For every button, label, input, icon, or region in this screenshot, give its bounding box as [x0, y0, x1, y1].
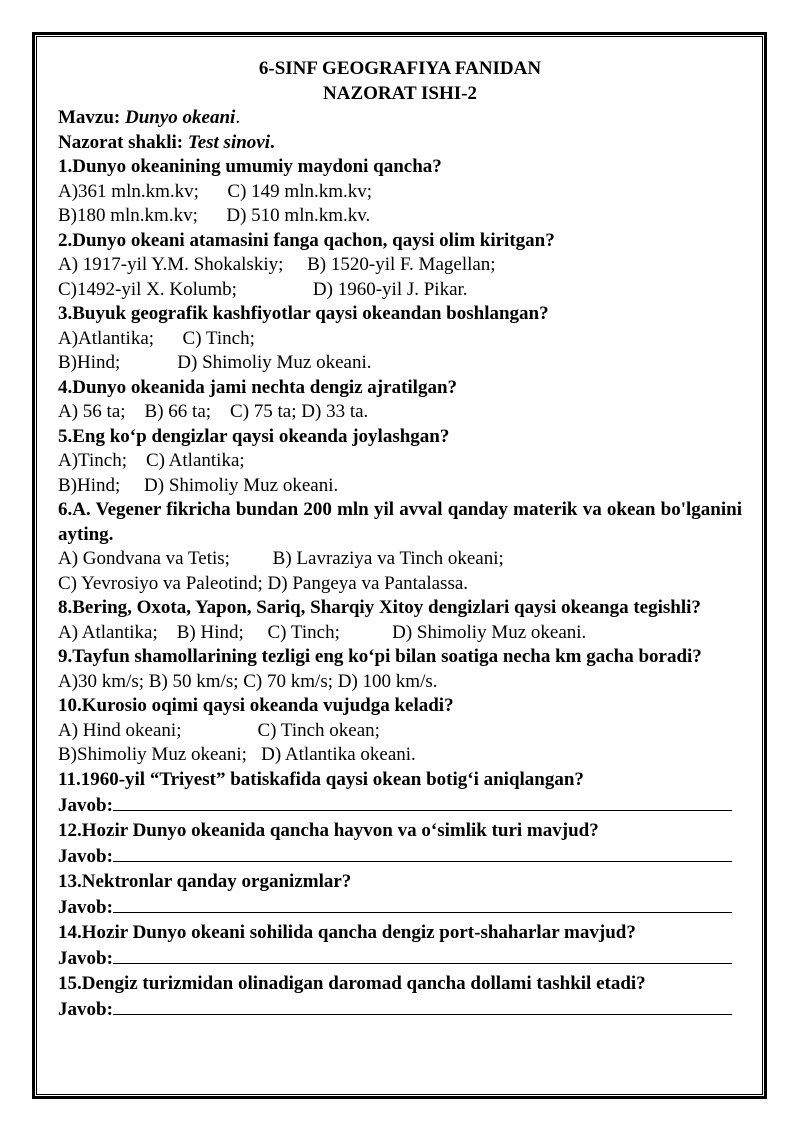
topic-label: Mavzu: [58, 107, 121, 128]
question-11: 11.1960-yil “Triyest” batiskafida qaysi okean botig‘i aniqlangan? [58, 768, 584, 790]
form-end: . [270, 131, 275, 153]
question-1: 1.Dunyo okeanining umumiy maydoni qancha? [58, 156, 442, 177]
question-15: 15.Dengiz turizmidan olinadigan daromad qancha dollami tashkil etadi? [58, 972, 646, 994]
answer-label: Javob: [58, 795, 113, 816]
question-3: 3.Buyuk geografik kashfiyotlar qaysi okeandan boshlangan? [58, 303, 549, 324]
question-10-options-row-2: B)Shimoliy Muz okeani; D) Atlantika okeani. [58, 744, 416, 765]
answer-line-11[interactable] [58, 792, 742, 819]
answer-blank[interactable] [113, 945, 732, 964]
question-8-options-row-1: A) Atlantika; B) Hind; C) Tinch; D) Shimoliy Muz okeani. [58, 621, 587, 643]
question-4-options-row-1: A) 56 ta; B) 66 ta; C) 75 ta; D) 33 ta. [58, 401, 369, 422]
answer-line-13[interactable] [58, 894, 742, 921]
answer-blank[interactable] [113, 843, 732, 862]
answer-blank[interactable] [113, 894, 732, 913]
question-9: 9.Tayfun shamollarining tezligi eng ko‘pi bilan soatiga necha km gacha boradi? [58, 646, 702, 667]
worksheet [58, 57, 742, 1023]
answer-label: Javob: [58, 948, 113, 969]
question-2-options-row-2: C)1492-yil X. Kolumb; D) 1960-yil J. Pikar. [58, 278, 468, 300]
question-6-options-row-2: C) Yevrosiyo va Paleotind; D) Pangeya va Pantalassa. [58, 572, 469, 594]
answer-blank[interactable] [113, 792, 732, 811]
question-3-options-row-2: B)Hind; D) Shimoliy Muz okeani. [58, 352, 372, 373]
form-value: Test sinovi [187, 131, 270, 153]
answer-line-12[interactable] [58, 843, 742, 870]
question-6-options-row-1: A) Gondvana va Tetis; B) Lavraziya va Tinch okeani; [58, 548, 504, 569]
answer-line-15[interactable] [58, 996, 742, 1023]
answer-blank[interactable] [113, 996, 732, 1015]
question-12: 12.Hozir Dunyo okeanida qancha hayvon va o‘simlik turi mavjud? [58, 819, 599, 841]
question-10-options-row-1: A) Hind okeani; C) Tinch okean; [58, 719, 380, 741]
answer-label: Javob: [58, 846, 113, 867]
question-2: 2.Dunyo okeani atamasini fanga qachon, qaysi olim kiritgan? [58, 229, 555, 251]
answer-label: Javob: [58, 897, 113, 918]
question-6: 6.A. Vegener fikricha bundan 200 mln yil avval qanday materik va okean bo'lganini ayting. [58, 499, 742, 545]
answer-line-14[interactable] [58, 945, 742, 972]
form-line [58, 131, 742, 156]
question-4: 4.Dunyo okeanida jami nechta dengiz ajratilgan? [58, 376, 458, 398]
form-label: Nazorat shakli: [58, 131, 184, 153]
topic-value: Dunyo okeani [125, 107, 236, 128]
question-14: 14.Hozir Dunyo okeani sohilida qancha dengiz port-shaharlar mavjud? [58, 921, 636, 943]
question-9-options-row-1: A)30 km/s; B) 50 km/s; C) 70 km/s; D) 100 km/s. [58, 670, 438, 692]
question-5: 5.Eng ko‘p dengizlar qaysi okeanda joylashgan? [58, 425, 450, 447]
question-8: 8.Bering, Oxota, Yapon, Sariq, Sharqiy Xitoy dengizlari qaysi okeanga tegishli? [58, 597, 701, 618]
question-2-options-row-1: A) 1917-yil Y.M. Shokalskiy; B) 1520-yil F. Magellan; [58, 254, 496, 275]
topic-end: . [235, 107, 241, 128]
answer-label: Javob: [58, 999, 113, 1020]
question-1-options-row-1: A)361 mln.km.kv; C) 149 mln.km.kv; [58, 180, 373, 202]
question-1-options-row-2: B)180 mln.km.kv; D) 510 mln.km.kv. [58, 205, 371, 226]
title-line-1: 6-SINF GEOGRAFIYA FANIDAN [258, 58, 542, 79]
question-10: 10.Kurosio oqimi qaysi okeanda vujudga keladi? [58, 695, 454, 716]
question-5-options-row-2: B)Hind; D) Shimoliy Muz okeani. [58, 474, 339, 496]
topic-line [58, 106, 742, 131]
question-3-options-row-1: A)Atlantika; C) Tinch; [58, 327, 255, 349]
question-5-options-row-1: A)Tinch; C) Atlantika; [58, 450, 245, 471]
question-13: 13.Nektronlar qanday organizmlar? [58, 870, 352, 892]
title-line-2: NAZORAT ISHI-2 [323, 82, 477, 104]
